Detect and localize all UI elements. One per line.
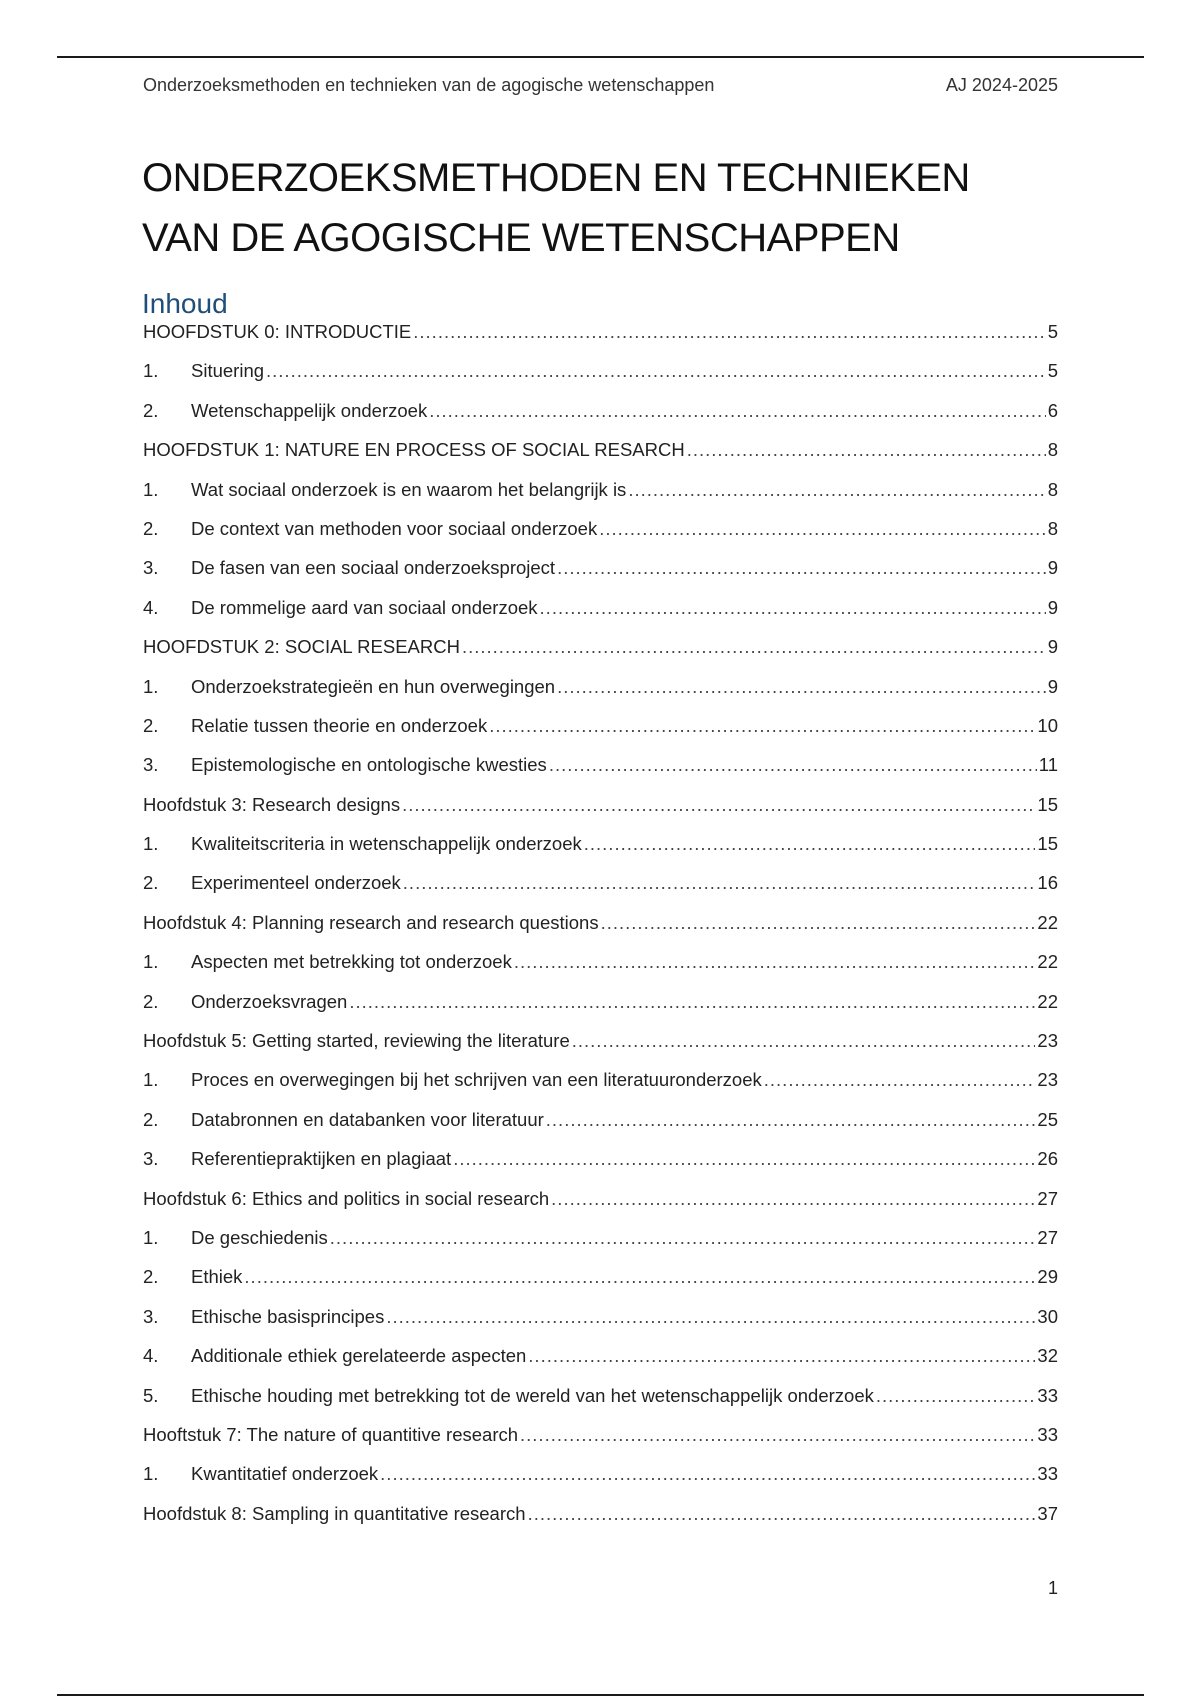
toc-entry-title: De context van methoden voor sociaal onderzoek: [191, 517, 598, 539]
toc-entry-page: 15: [1037, 793, 1058, 815]
toc-dot-leader: [687, 439, 1046, 461]
toc-entry[interactable]: [143, 557, 1058, 596]
toc-entry[interactable]: [143, 872, 1058, 911]
toc-entry[interactable]: [143, 321, 1058, 360]
toc-entry-number: 1.: [143, 675, 159, 697]
table-of-contents: [143, 321, 1058, 1542]
toc-entry[interactable]: [143, 1148, 1058, 1187]
toc-entry[interactable]: [143, 360, 1058, 399]
toc-entry-page: 15: [1037, 833, 1058, 855]
toc-entry-page: 27: [1037, 1187, 1058, 1209]
toc-entry[interactable]: [143, 715, 1058, 754]
toc-entry[interactable]: [143, 597, 1058, 636]
toc-dot-leader: [572, 1030, 1036, 1052]
toc-entry-title: Wat sociaal onderzoek is en waarom het belangrijk is: [191, 478, 627, 500]
header-course-title: Onderzoeksmethoden en technieken van de agogische wetenschappen: [143, 74, 715, 95]
footer-rule: [57, 1694, 1144, 1696]
toc-entry[interactable]: [143, 1069, 1058, 1108]
toc-dot-leader: [528, 1503, 1036, 1525]
toc-entry-title: Onderzoeksvragen: [191, 990, 348, 1012]
toc-entry-page: 10: [1037, 714, 1058, 736]
toc-entry-title: HOOFDSTUK 0: INTRODUCTIE: [143, 321, 412, 342]
toc-entry-title: Hoofdstuk 3: Research designs: [143, 793, 401, 815]
toc-entry[interactable]: [143, 1306, 1058, 1345]
toc-dot-leader: [549, 754, 1037, 776]
toc-entry-title: HOOFDSTUK 2: SOCIAL RESEARCH: [143, 636, 460, 658]
toc-entry-page: 8: [1047, 478, 1058, 500]
toc-entry-title: Situering: [191, 360, 265, 382]
toc-dot-leader: [386, 1306, 1035, 1328]
toc-entry[interactable]: [143, 518, 1058, 557]
toc-dot-leader: [380, 1463, 1035, 1485]
toc-entry-title: Ethische basisprincipes: [191, 1305, 385, 1327]
toc-entry[interactable]: [143, 1227, 1058, 1266]
toc-dot-leader: [540, 597, 1046, 619]
toc-entry-title: Hooftstuk 7: The nature of quantitive research: [143, 1423, 519, 1445]
toc-entry-page: 27: [1037, 1226, 1058, 1248]
toc-entry[interactable]: [143, 676, 1058, 715]
toc-entry-number: 3.: [143, 557, 159, 579]
toc-entry-title: Additionale ethiek gerelateerde aspecten: [191, 1345, 527, 1367]
toc-dot-leader: [349, 991, 1035, 1013]
toc-entry[interactable]: [143, 400, 1058, 439]
toc-entry-number: 1.: [143, 1069, 159, 1091]
toc-entry-page: 16: [1037, 872, 1058, 894]
toc-entry-title: Referentiepraktijken en plagiaat: [191, 1148, 452, 1170]
toc-entry-number: 2.: [143, 714, 159, 736]
header-rule: [57, 56, 1144, 58]
toc-entry[interactable]: [143, 951, 1058, 990]
document-title-line-1: ONDERZOEKSMETHODEN EN TECHNIEKEN: [142, 156, 970, 200]
toc-entry-title: Hoofdstuk 6: Ethics and politics in social research: [143, 1187, 550, 1209]
toc-entry-title: Aspecten met betrekking tot onderzoek: [191, 951, 512, 973]
toc-entry-number: 1.: [143, 1226, 159, 1248]
toc-entry-title: Kwaliteitscriteria in wetenschappelijk onderzoek: [191, 833, 582, 855]
header-academic-year: AJ 2024-2025: [945, 74, 1058, 95]
toc-dot-leader: [462, 636, 1046, 658]
toc-entry-title: Experimenteel onderzoek: [191, 872, 401, 894]
toc-dot-leader: [429, 400, 1046, 422]
toc-heading: Inhoud: [142, 288, 228, 319]
toc-dot-leader: [330, 1227, 1036, 1249]
toc-entry[interactable]: [143, 1345, 1058, 1384]
toc-entry-number: 5.: [143, 1384, 159, 1406]
toc-entry-title: Kwantitatief onderzoek: [191, 1463, 379, 1485]
toc-dot-leader: [546, 1109, 1036, 1131]
toc-entry[interactable]: [143, 636, 1058, 675]
toc-entry-number: 3.: [143, 754, 159, 776]
toc-entry[interactable]: [143, 912, 1058, 951]
toc-entry-page: 22: [1037, 990, 1058, 1012]
toc-entry-number: 4.: [143, 1345, 159, 1367]
toc-entry-page: 9: [1047, 596, 1058, 618]
toc-dot-leader: [876, 1385, 1036, 1407]
toc-entry-number: 4.: [143, 596, 159, 618]
toc-entry[interactable]: [143, 1030, 1058, 1069]
toc-entry-page: 29: [1037, 1266, 1058, 1288]
toc-dot-leader: [557, 557, 1046, 579]
toc-entry-page: 9: [1047, 636, 1058, 658]
toc-entry-page: 9: [1047, 557, 1058, 579]
toc-entry-title: Hoofdstuk 8: Sampling in quantitative research: [143, 1502, 526, 1524]
toc-dot-leader: [413, 321, 1045, 343]
toc-entry-title: Wetenschappelijk onderzoek: [191, 399, 428, 421]
toc-entry-page: 33: [1037, 1423, 1058, 1445]
toc-dot-leader: [402, 794, 1035, 816]
toc-entry[interactable]: [143, 833, 1058, 872]
toc-entry-title: De geschiedenis: [191, 1226, 328, 1248]
toc-entry-number: 1.: [143, 478, 159, 500]
toc-entry[interactable]: [143, 439, 1058, 478]
toc-entry[interactable]: [143, 1188, 1058, 1227]
document-title: [142, 148, 1102, 268]
toc-dot-leader: [244, 1266, 1035, 1288]
toc-dot-leader: [601, 912, 1036, 934]
toc-entry-number: 2.: [143, 517, 159, 539]
toc-entry-title: De fasen van een sociaal onderzoeksproject: [191, 557, 556, 579]
toc-entry-number: 3.: [143, 1148, 159, 1170]
toc-entry-page: 26: [1037, 1148, 1058, 1170]
toc-entry-title: Hoofdstuk 5: Getting started, reviewing the literature: [143, 1030, 570, 1052]
toc-entry-page: 8: [1047, 439, 1058, 461]
toc-entry-title: Databronnen en databanken voor literatuur: [191, 1108, 544, 1130]
toc-entry-page: 33: [1037, 1384, 1058, 1406]
toc-entry-title: Epistemologische en ontologische kwesties: [191, 754, 547, 776]
toc-entry-page: 11: [1038, 754, 1058, 776]
toc-entry[interactable]: [143, 1266, 1058, 1305]
toc-entry[interactable]: [143, 1463, 1058, 1502]
toc-dot-leader: [557, 676, 1046, 698]
toc-entry-page: 25: [1037, 1108, 1058, 1130]
toc-entry-page: 30: [1037, 1305, 1058, 1327]
toc-entry-number: 2.: [143, 1108, 159, 1130]
toc-entry-number: 2.: [143, 990, 159, 1012]
toc-entry-page: 23: [1037, 1069, 1058, 1091]
toc-entry-title: De rommelige aard van sociaal onderzoek: [191, 596, 538, 618]
toc-entry[interactable]: [143, 991, 1058, 1030]
toc-entry-title: Ethische houding met betrekking tot de wereld van het wetenschappelijk onderzoek: [191, 1384, 874, 1406]
toc-entry-page: 8: [1047, 517, 1058, 539]
toc-entry-title: Ethiek: [191, 1266, 243, 1288]
page-number: 1: [1047, 1578, 1058, 1598]
toc-entry-page: 6: [1047, 399, 1058, 421]
toc-entry-page: 33: [1037, 1463, 1058, 1485]
toc-entry-page: 37: [1037, 1502, 1058, 1524]
toc-entry-page: 22: [1037, 951, 1058, 973]
toc-dot-leader: [551, 1188, 1035, 1210]
toc-entry-title: Proces en overwegingen bij het schrijven van een literatuuronderzoek: [191, 1069, 762, 1091]
toc-entry[interactable]: [143, 1385, 1058, 1424]
toc-entry[interactable]: [143, 479, 1058, 518]
toc-entry-number: 2.: [143, 1266, 159, 1288]
toc-entry[interactable]: [143, 1109, 1058, 1148]
toc-entry-number: 2.: [143, 399, 159, 421]
toc-entry-page: 5: [1047, 360, 1058, 382]
page-header: [143, 72, 1058, 98]
toc-dot-leader: [584, 833, 1036, 855]
toc-entry-page: 32: [1037, 1345, 1058, 1367]
toc-entry-page: 22: [1037, 911, 1058, 933]
toc-entry-title: Onderzoekstrategieën en hun overwegingen: [191, 675, 556, 697]
toc-entry[interactable]: [143, 1503, 1058, 1542]
toc-entry-number: 3.: [143, 1305, 159, 1327]
toc-entry[interactable]: [143, 794, 1058, 833]
toc-dot-leader: [520, 1424, 1035, 1446]
document-title-line-2: VAN DE AGOGISCHE WETENSCHAPPEN: [142, 216, 900, 260]
toc-entry-page: 5: [1047, 321, 1058, 342]
toc-entry-number: 1.: [143, 833, 159, 855]
toc-entry-page: 23: [1037, 1030, 1058, 1052]
toc-entry-number: 1.: [143, 1463, 159, 1485]
toc-dot-leader: [764, 1069, 1036, 1091]
toc-entry-page: 9: [1047, 675, 1058, 697]
toc-dot-leader: [403, 872, 1036, 894]
toc-dot-leader: [628, 479, 1045, 501]
toc-dot-leader: [599, 518, 1045, 540]
toc-dot-leader: [266, 360, 1046, 382]
toc-entry-number: 2.: [143, 872, 159, 894]
toc-entry-number: 1.: [143, 360, 159, 382]
toc-entry-title: Relatie tussen theorie en onderzoek: [191, 714, 488, 736]
toc-dot-leader: [453, 1148, 1035, 1170]
toc-entry[interactable]: [143, 754, 1058, 793]
toc-dot-leader: [514, 951, 1036, 973]
toc-entry-title: HOOFDSTUK 1: NATURE EN PROCESS OF SOCIAL RESARCH: [143, 439, 685, 461]
toc-dot-leader: [489, 715, 1035, 737]
toc-entry-title: Hoofdstuk 4: Planning research and research questions: [143, 911, 599, 933]
toc-entry[interactable]: [143, 1424, 1058, 1463]
toc-entry-number: 1.: [143, 951, 159, 973]
toc-dot-leader: [528, 1345, 1035, 1367]
